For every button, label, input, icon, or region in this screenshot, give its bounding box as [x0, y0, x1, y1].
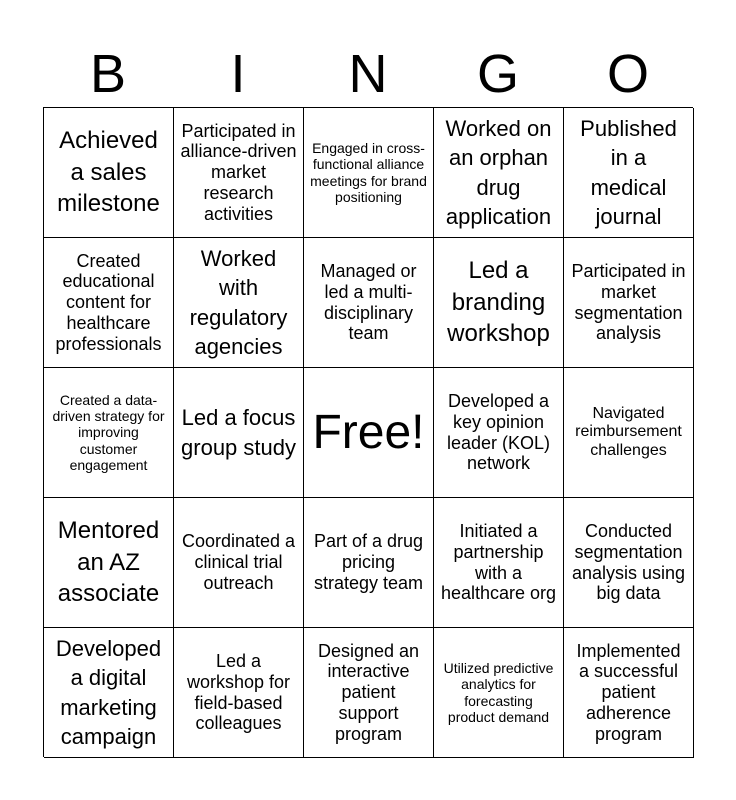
bingo-cell[interactable] [434, 368, 564, 498]
header-letter-i: I [230, 44, 246, 104]
header-letter-n: N [348, 44, 388, 104]
cell-text: Led a branding workshop [447, 256, 550, 348]
cell-text: Managed or led a multi-disciplinary team [320, 261, 417, 344]
cell-text: Developed a digital marketing campaign [55, 636, 162, 749]
bingo-header [43, 40, 693, 108]
cell-text: Initiated a partnership with a healthcare org [440, 521, 557, 604]
cell-text: Participated in market segmentation analysis [571, 261, 686, 344]
header-letter-o: O [606, 44, 649, 104]
bingo-cell[interactable] [174, 238, 304, 368]
cell-text: Conducted segmentation analysis using big data [571, 521, 686, 604]
cell-text: Coordinated a clinical trial outreach [181, 531, 296, 593]
bingo-cell[interactable] [44, 368, 174, 498]
bingo-cell[interactable] [304, 628, 434, 758]
bingo-cell[interactable] [174, 628, 304, 758]
header-letter-g: G [476, 44, 519, 104]
bingo-cell[interactable] [304, 108, 434, 238]
cell-text: Designed an interactive patient support program [317, 640, 420, 744]
bingo-cell[interactable] [564, 498, 694, 628]
bingo-cell[interactable] [434, 238, 564, 368]
cell-text: Developed a key opinion leader (KOL) network [446, 391, 551, 474]
bingo-cell[interactable] [304, 498, 434, 628]
bingo-cell[interactable] [434, 108, 564, 238]
cell-text: Engaged in cross-functional alliance meetings for brand positioning [310, 140, 427, 205]
cell-text: Created educational content for healthcare professionals [55, 250, 162, 354]
cell-text: Participated in alliance-driven market research activities [180, 120, 297, 224]
cell-text: Led a workshop for field-based colleagues [186, 651, 291, 734]
header-letter-b: B [89, 44, 127, 104]
bingo-cell[interactable] [564, 628, 694, 758]
bingo-cell[interactable] [44, 108, 174, 238]
bingo-cell[interactable] [44, 498, 174, 628]
cell-text: Mentored an AZ associate [57, 516, 160, 608]
free-space-text: Free! [312, 405, 425, 459]
cell-text: Implemented a successful patient adherence program [576, 640, 681, 744]
cell-text: Created a data-driven strategy for improving customer engagement [52, 392, 165, 473]
bingo-cell[interactable] [174, 108, 304, 238]
cell-text: Achieved a sales milestone [57, 126, 160, 218]
cell-text: Worked on an orphan drug application [445, 116, 552, 229]
bingo-cell[interactable] [174, 368, 304, 498]
bingo-cell[interactable] [434, 498, 564, 628]
bingo-cell[interactable] [304, 238, 434, 368]
bingo-cell[interactable] [564, 238, 694, 368]
bingo-cell[interactable] [174, 498, 304, 628]
bingo-card-grid [43, 107, 693, 757]
cell-text: Published in a medical journal [580, 116, 677, 229]
bingo-cell[interactable] [434, 628, 564, 758]
bingo-cell[interactable] [44, 238, 174, 368]
bingo-cell[interactable] [564, 108, 694, 238]
cell-text: Led a focus group study [181, 405, 296, 460]
cell-text: Utilized predictive analytics for forecasting product demand [443, 660, 554, 725]
bingo-cell[interactable] [44, 628, 174, 758]
cell-text: Navigated reimbursement challenges [575, 404, 682, 459]
cell-text: Worked with regulatory agencies [189, 246, 288, 359]
cell-text: Part of a drug pricing strategy team [313, 531, 424, 593]
free-space-cell[interactable] [304, 368, 434, 498]
bingo-cell[interactable] [564, 368, 694, 498]
